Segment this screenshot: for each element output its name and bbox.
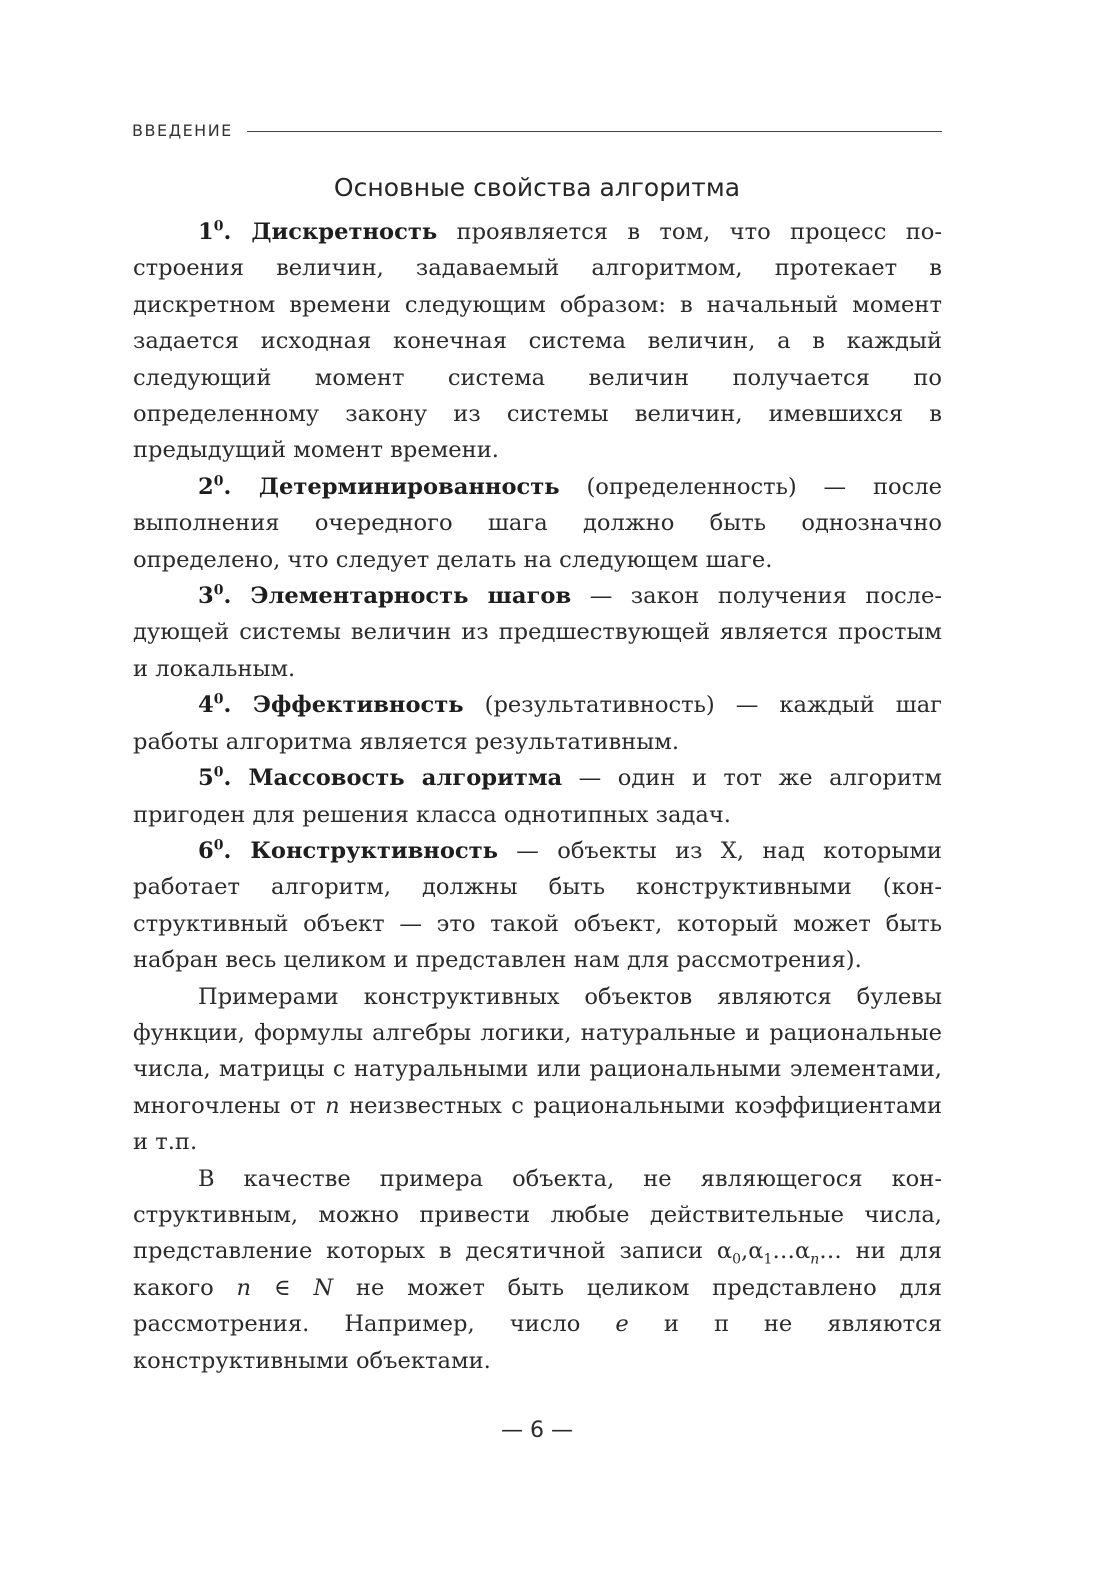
constant-e: e xyxy=(615,1311,629,1338)
property-name: Эффективность xyxy=(253,692,464,719)
examples-paragraph xyxy=(133,979,942,1161)
variable-n-in-N: n ∈ N xyxy=(236,1274,334,1301)
property-number-superscript: 0 xyxy=(213,582,224,599)
property-number-superscript: 0 xyxy=(213,218,224,235)
section-title: Основные свойства алгоритма xyxy=(333,173,741,202)
running-head-rule xyxy=(247,131,942,132)
property-paragraph-6: $6^0$. Конструктивность — объекты из X, над которыми работает алгоритм, должны быть конструктивными (конструктивный объект — это такой объект, который может быть набран весь целиком и представлен нам для рассмотрения). xyxy=(133,837,942,974)
property-number: 6 xyxy=(198,837,214,864)
property-text: (определенность) — после выполнения очередного шага должно быть однозначно определено, что следует делать на следующем шаге. xyxy=(133,473,943,573)
property-paragraph-4: $4^0$. Эффективность (результативность) — каждый шаг работы алгоритма является результативным. xyxy=(133,691,942,755)
body-text xyxy=(133,214,942,1379)
nonconstructive-text-mid2: не может быть целиком представлено для рассмотрения. Например, число xyxy=(133,1274,942,1338)
decimal-notation-formula: $\alpha_0,\alpha_1\dots\alpha_n\dots$ xyxy=(716,1238,842,1268)
property-text: проявляется в том, что процесс построения величин, задаваемый алгоритмом, протекает в дискретном времени следующим образом: в начальный момент задается исходная конечная система величин, а в каждый следующий момент система величин получается по определенному закону из системы величин, имевшихся в предыдущий момент времени. xyxy=(133,219,943,464)
variable-n: n xyxy=(325,1092,340,1119)
nonconstructive-text-after: не являются конструктивными объектами. xyxy=(133,1311,942,1374)
property-name: Массовость алгоритма xyxy=(248,765,563,792)
nonconstructive-text-mid1: ни для какого xyxy=(133,1238,942,1301)
property-number-superscript: 0 xyxy=(213,764,224,781)
examples-text-after: неизвестных с рациональными коэффициентами и т.п. xyxy=(133,1092,942,1156)
property-number: 2 xyxy=(198,473,214,500)
property-number: 1 xyxy=(198,219,214,245)
property-name: Конструктивность xyxy=(250,837,498,864)
constant-pi: π xyxy=(713,1311,729,1338)
property-paragraph-5: $5^0$. Массовость алгоритма — один и тот же алгоритм пригоден для решения класса однотипных задач. xyxy=(133,764,943,828)
property-name: Дискретность xyxy=(251,219,438,245)
property-name: Детерминированность xyxy=(258,473,560,500)
running-head-title: ВВЕДЕНИЕ xyxy=(132,120,233,140)
page-number: — 6 — xyxy=(501,1418,573,1443)
examples-text-before: Примерами конструктивных объектов являются булевы функции, формулы алгебры логики, натуральные и рациональные числа, матрицы с натуральными или рациональными элементами, многочлены от xyxy=(133,983,942,1119)
property-paragraph-3: $3^0$. Элементарность шагов — закон получения последующей системы величин из предшествующей является простым и локальным. xyxy=(133,582,942,682)
property-text: (результативность) — каждый шаг работы алгоритма является результативным. xyxy=(133,692,942,755)
property-paragraph-2: $2^0$. Детерминированность (определенность) — после выполнения очередного шага должно быть однозначно определено, что следует делать на следующем шаге. xyxy=(133,473,943,573)
nonconstructive-text-before: В качестве примера объекта, не являющегося конструктивным, можно привести любые действительные числа, представление которых в десятичной записи xyxy=(133,1165,942,1265)
property-number: 4 xyxy=(198,692,214,719)
property-number: 3 xyxy=(198,583,214,610)
property-text: — закон получения последующей системы величин из предшествующей является простым и локальным. xyxy=(133,583,942,682)
nonconstructive-paragraph xyxy=(133,1161,942,1379)
property-number-superscript: 0 xyxy=(213,837,224,854)
property-name: Элементарность шагов xyxy=(250,583,572,610)
property-paragraph-1: $1^0$. Дискретность проявляется в том, что процесс построения величин, задаваемый алгоритмом, протекает в дискретном времени следующим образом: в начальный момент задается исходная конечная система величин, а в каждый следующий момент система величин получается по определенному закону из системы величин, имевшихся в предыдущий момент времени. xyxy=(133,218,943,464)
running-head xyxy=(132,116,942,144)
property-number-superscript: 0 xyxy=(213,473,224,490)
property-text: — один и тот же алгоритм пригоден для решения класса однотипных задач. xyxy=(133,765,943,828)
property-number-superscript: 0 xyxy=(213,691,224,708)
property-number: 5 xyxy=(198,765,214,792)
property-text: — объекты из X, над которыми работает алгоритм, должны быть конструктивными (конструктивный объект — это такой объект, который может быть набран весь целиком и представлен нам для рассмотрения). xyxy=(133,837,942,974)
conjunction-and: и xyxy=(628,1311,714,1338)
